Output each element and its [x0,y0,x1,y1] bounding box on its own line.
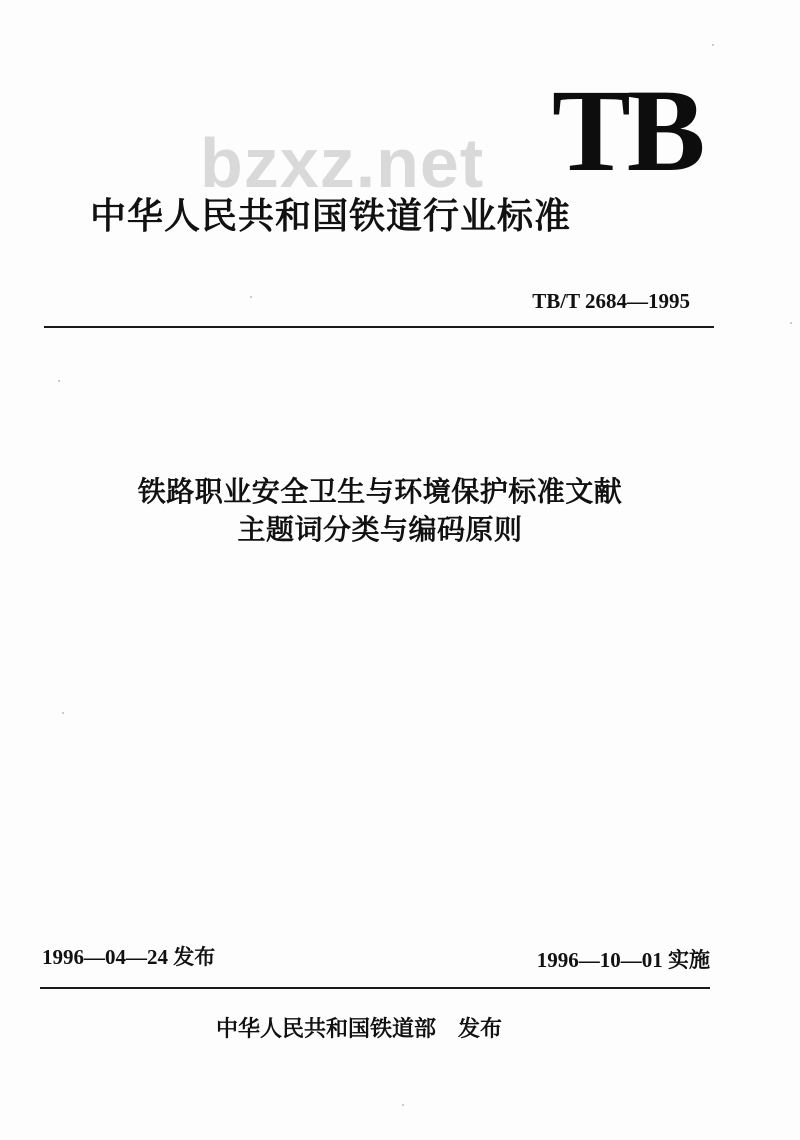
scan-speck [790,322,792,324]
document-title-line-2: 主题词分类与编码原则 [237,513,523,546]
effective-date: 1996—10—01 实施 [536,948,710,972]
scan-speck [402,1104,404,1106]
publisher-name: 中华人民共和国铁道部 [216,1017,437,1042]
scan-speck [58,380,60,382]
industry-standard-title: 中华人民共和国铁道行业标准 [90,196,572,237]
scan-speck [250,296,252,298]
issue-date: 1996—04—24 发布 [42,945,216,969]
tb-logo: TB [552,65,702,196]
standard-number: TB/T 2684—1995 [532,289,690,313]
scan-speck [62,712,64,714]
document-title-line-1: 铁路职业安全卫生与环境保护标准文献 [137,475,623,508]
publisher-action: 发布 [458,1017,503,1042]
watermark: bzxz.net [200,124,485,202]
publisher-line [216,1019,502,1041]
scan-speck [712,44,714,46]
footer-divider [40,987,710,989]
header-divider [44,326,714,328]
